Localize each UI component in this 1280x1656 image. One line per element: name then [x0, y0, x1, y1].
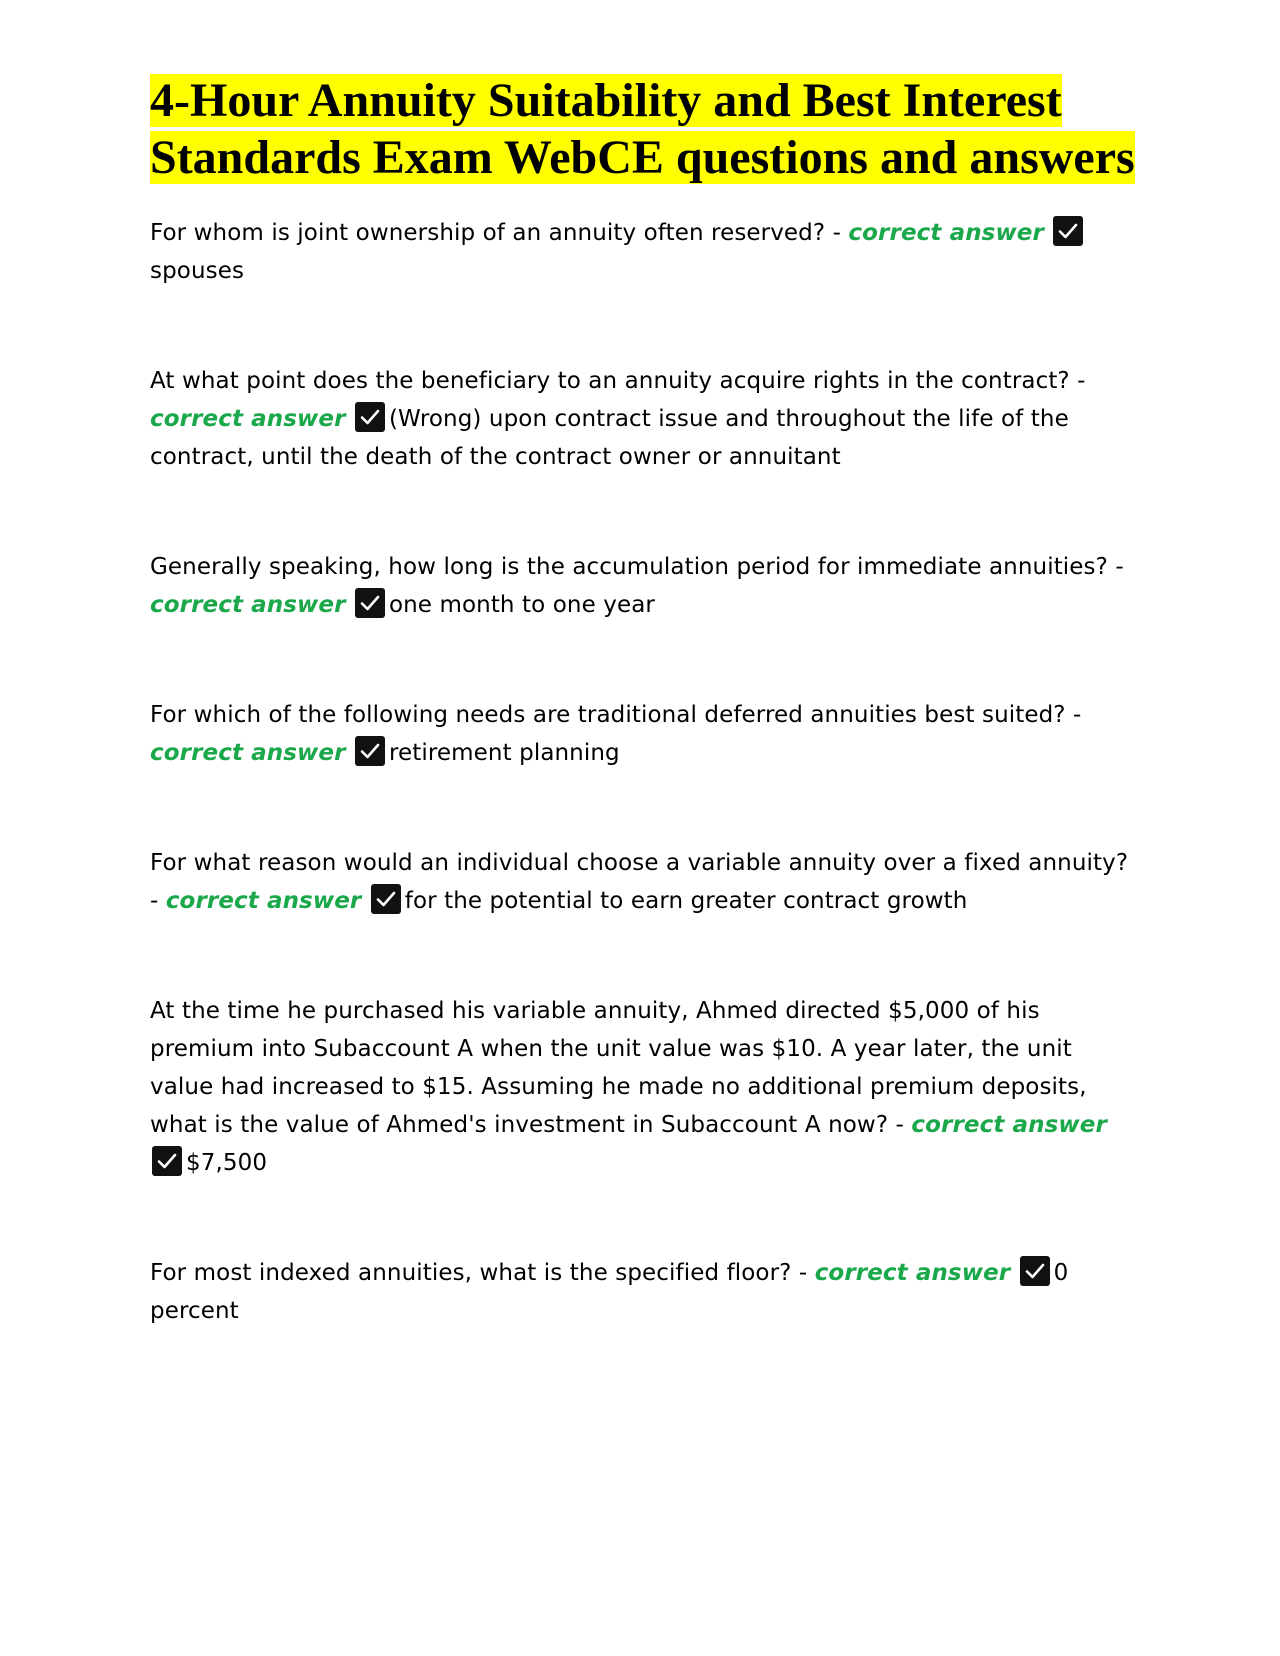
question-text: Generally speaking, how long is the accumulation period for immediate annuities? -	[150, 554, 1124, 580]
answer-text: (Wrong) upon contract issue and throughout the life of the contract, until the death of the contract owner or annuitant	[150, 406, 1069, 470]
correct-answer-label: correct answer	[911, 1112, 1107, 1138]
title-highlight: 4-Hour Annuity Suitability and Best Interest Standards Exam WebCE questions and answers	[150, 74, 1135, 184]
qa-item	[150, 992, 1135, 1182]
correct-answer-label: correct answer	[848, 220, 1044, 246]
answer-text: retirement planning	[388, 740, 620, 766]
answer-text: $7,500	[186, 1150, 268, 1176]
question-text: For most indexed annuities, what is the specified floor? -	[150, 1260, 815, 1286]
question-text: For which of the following needs are traditional deferred annuities best suited? -	[150, 702, 1082, 728]
answer-text: one month to one year	[388, 592, 655, 618]
correct-answer-label: correct answer	[814, 1260, 1011, 1286]
document-title	[150, 72, 1135, 186]
question-text: For whom is joint ownership of an annuity often reserved? -	[150, 220, 849, 246]
question-text: For what reason would an individual choose a variable annuity over a fixed annuity? -	[150, 850, 1129, 914]
correct-answer-label: correct answer	[150, 592, 346, 618]
checkmark-box-icon	[1053, 216, 1083, 246]
qa-list	[150, 214, 1135, 1330]
checkmark-box-icon	[1020, 1256, 1050, 1286]
question-text: At what point does the beneficiary to an annuity acquire rights in the contract? -	[150, 368, 1086, 394]
correct-answer-label: correct answer	[165, 888, 362, 914]
checkmark-box-icon	[152, 1146, 182, 1176]
answer-text: 0 percent	[150, 1260, 1069, 1324]
qa-item	[150, 844, 1135, 920]
checkmark-box-icon	[355, 588, 385, 618]
qa-item	[150, 548, 1135, 624]
qa-item	[150, 696, 1135, 772]
checkmark-box-icon	[355, 402, 385, 432]
qa-item	[150, 214, 1135, 290]
document-page	[150, 72, 1135, 1330]
correct-answer-label: correct answer	[150, 740, 346, 766]
answer-text: for the potential to earn greater contract growth	[404, 888, 968, 914]
answer-text: spouses	[150, 258, 245, 284]
qa-item	[150, 1254, 1135, 1330]
checkmark-box-icon	[371, 884, 401, 914]
checkmark-box-icon	[355, 736, 385, 766]
correct-answer-label: correct answer	[150, 406, 346, 432]
question-text: At the time he purchased his variable annuity, Ahmed directed $5,000 of his premium into Subaccount A when the unit value was $10. A year later, the unit value had increased to $15. Assuming he made no additional premium deposits, what is the value of Ahmed's investment in Subaccount A now? -	[150, 998, 1087, 1138]
qa-item	[150, 362, 1135, 476]
